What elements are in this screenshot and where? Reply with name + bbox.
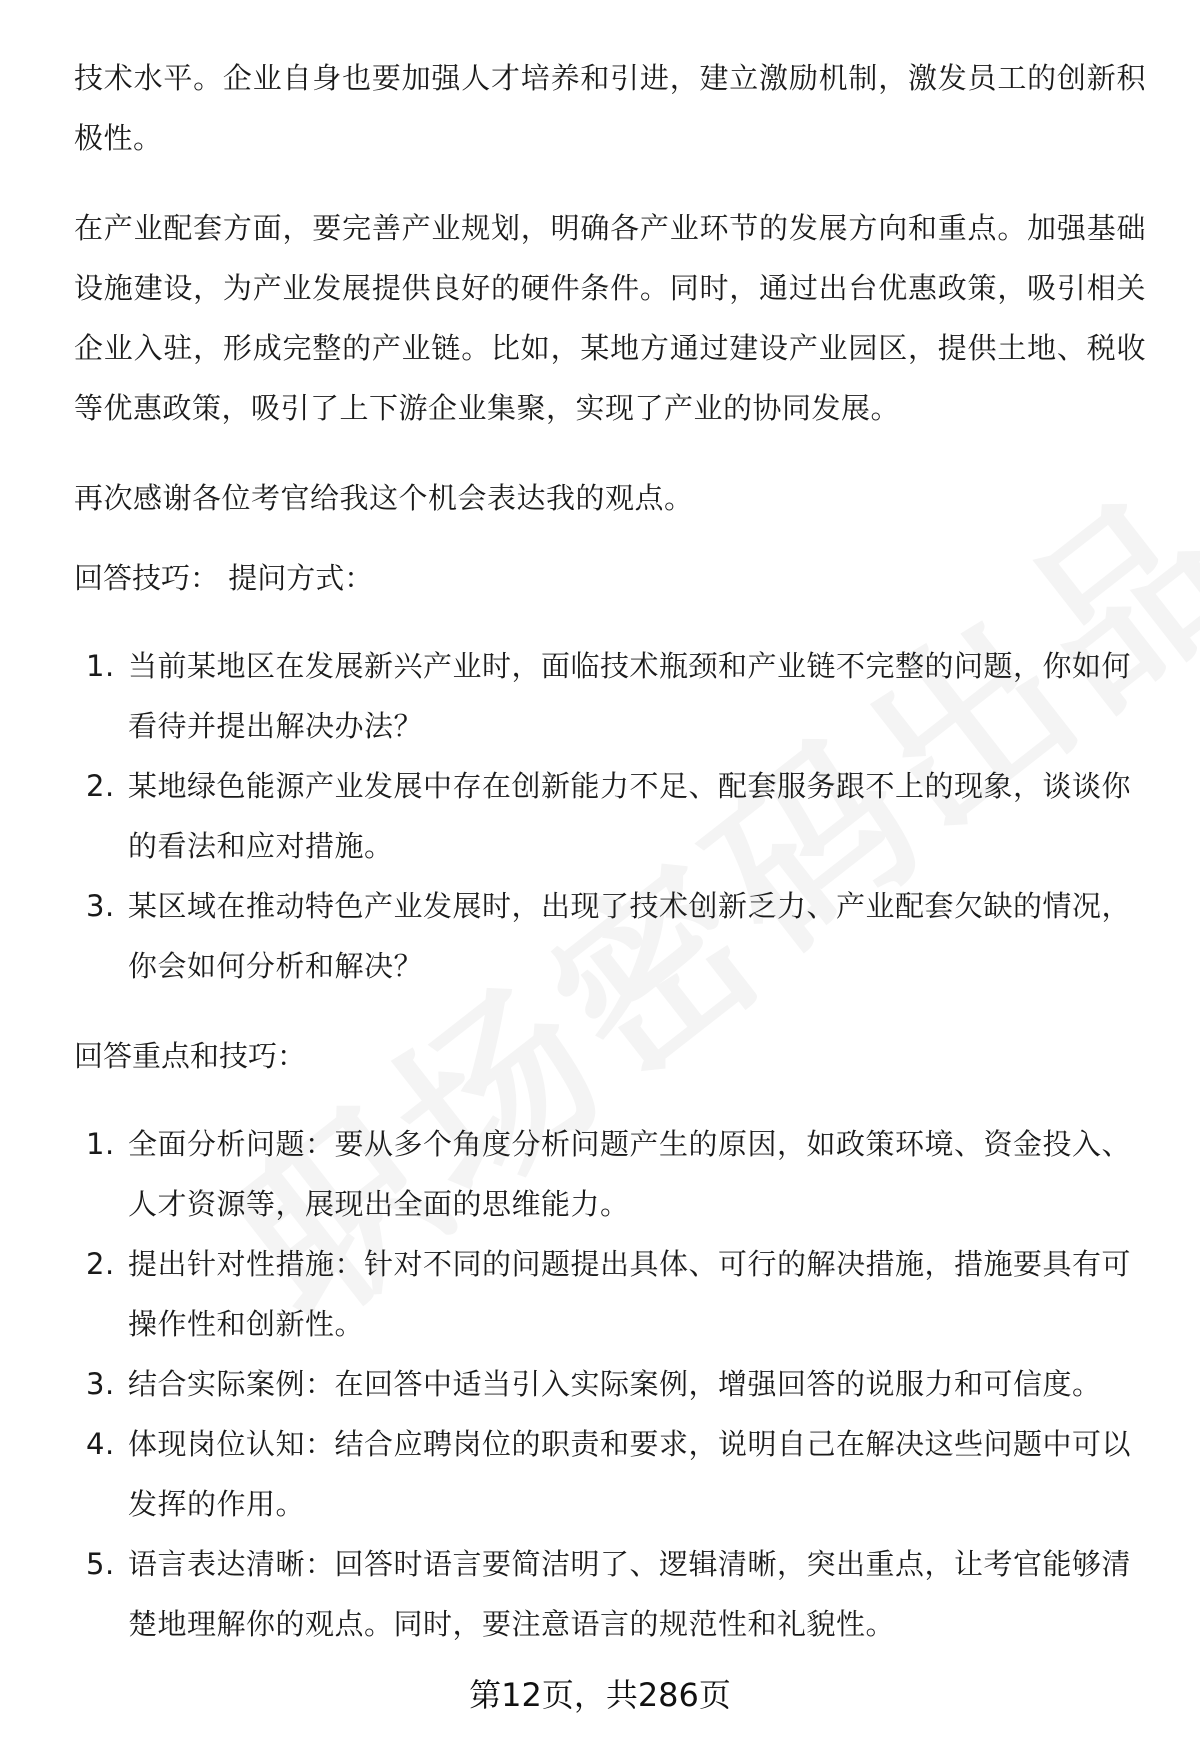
list-item bbox=[74, 1534, 1146, 1654]
list-item bbox=[74, 1114, 1146, 1234]
list-item bbox=[74, 876, 1146, 996]
paragraph-2: 在产业配套方面，要完善产业规划，明确各产业环节的发展方向和重点。加强基础设施建设，为产业发展提供良好的硬件条件。同时，通过出台优惠政策，吸引相关企业入驻，形成完整的产业链。比如，某地方通过建设产业园区，提供土地、税收等优惠政策，吸引了上下游企业集聚，实现了产业的协同发展。 bbox=[74, 211, 1146, 425]
list-number: 2. bbox=[86, 1247, 115, 1281]
list-item-text: 当前某地区在发展新兴产业时，面临技术瓶颈和产业链不完整的问题，你如何看待并提出解决办法？ bbox=[128, 649, 1132, 743]
list-item-text: 体现岗位认知：结合应聘岗位的职责和要求，说明自己在解决这些问题中可以发挥的作用。 bbox=[128, 1427, 1132, 1521]
paragraph-1: 技术水平。企业自身也要加强人才培养和引进，建立激励机制，激发员工的创新积极性。 bbox=[74, 61, 1146, 155]
list-number: 5. bbox=[86, 1547, 115, 1581]
list-item-text: 全面分析问题：要从多个角度分析问题产生的原因，如政策环境、资金投入、人才资源等，展现出全面的思维能力。 bbox=[128, 1127, 1132, 1221]
page-number-footer: 第12页，共286页 bbox=[469, 1676, 731, 1714]
list-number: 1. bbox=[86, 1127, 115, 1161]
list-item-text: 结合实际案例：在回答中适当引入实际案例，增强回答的说服力和可信度。 bbox=[128, 1367, 1102, 1401]
list-item-text: 提出针对性措施：针对不同的问题提出具体、可行的解决措施，措施要具有可操作性和创新性。 bbox=[128, 1247, 1132, 1341]
list-number: 3. bbox=[86, 889, 115, 923]
list-item bbox=[74, 1414, 1146, 1534]
list-item-text: 某区域在推动特色产业发展时，出现了技术创新乏力、产业配套欠缺的情况，你会如何分析和解决？ bbox=[128, 889, 1132, 983]
document-page bbox=[74, 48, 1146, 1694]
tips-heading: 回答重点和技巧： bbox=[74, 1039, 307, 1073]
list-item-text: 语言表达清晰：回答时语言要简洁明了、逻辑清晰，突出重点，让考官能够清楚地理解你的观点。同时，要注意语言的规范性和礼貌性。 bbox=[128, 1547, 1132, 1641]
questions-heading: 回答技巧： 提问方式： bbox=[74, 561, 374, 595]
list-item bbox=[74, 1234, 1146, 1354]
list-number: 2. bbox=[86, 769, 115, 803]
list-number: 4. bbox=[86, 1427, 115, 1461]
questions-list bbox=[74, 636, 1146, 996]
list-number: 3. bbox=[86, 1367, 115, 1401]
list-item bbox=[74, 1354, 1146, 1414]
list-item-text: 某地绿色能源产业发展中存在创新能力不足、配套服务跟不上的现象，谈谈你的看法和应对措施。 bbox=[128, 769, 1132, 863]
paragraph-3: 再次感谢各位考官给我这个机会表达我的观点。 bbox=[74, 481, 694, 515]
list-item bbox=[74, 756, 1146, 876]
tips-list bbox=[74, 1114, 1146, 1654]
list-number: 1. bbox=[86, 649, 115, 683]
list-item bbox=[74, 636, 1146, 756]
